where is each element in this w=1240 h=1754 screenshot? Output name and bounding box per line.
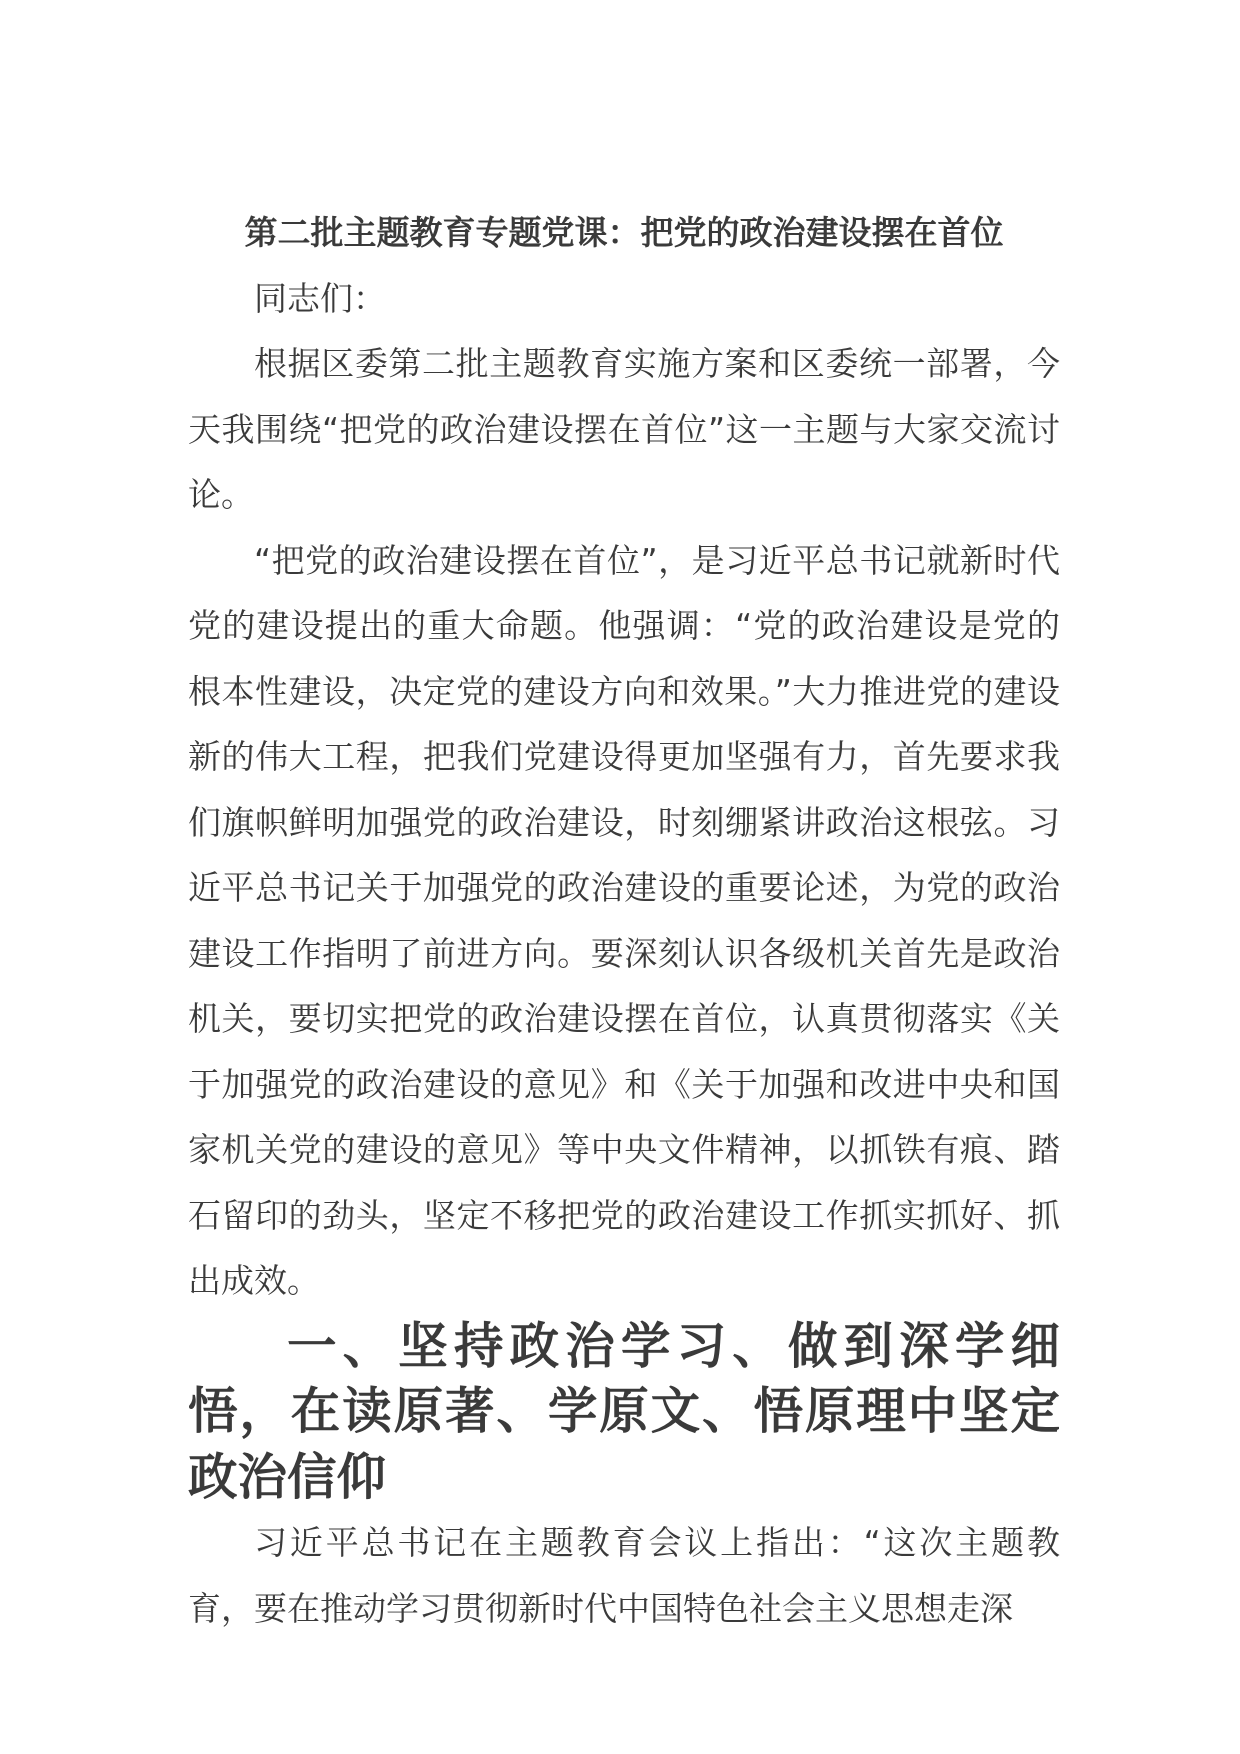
document-title: 第二批主题教育专题党课：把党的政治建设摆在首位	[244, 213, 1004, 252]
document-page	[188, 200, 1060, 1641]
section-heading-1: 一、坚持政治学习、做到深学细悟，在读原著、学原文、悟原理中坚定政治信仰	[188, 1316, 1060, 1506]
paragraph-political-building: “把党的政治建设摆在首位”，是习近平总书记就新时代党的建设提出的重大命题。他强调：“党的政治建设是党的根本性建设，决定党的建设方向和效果。”大力推进党的建设新的伟大工程，把我们党建设得更加坚强有力，首先要求我们旗帜鲜明加强党的政治建设，时刻绷紧讲政治这根弦。习近平总书记关于加强党的政治建设的重要论述，为党的政治建设工作指明了前进方向。要深刻认识各级机关首先是政治机关，要切实把党的政治建设摆在首位，认真贯彻落实《关于加强党的政治建设的意见》和《关于加强和改进中央和国家机关党的建设的意见》等中央文件精神，以抓铁有痕、踏石留印的劲头，坚定不移把党的政治建设工作抓实抓好、抓出成效。	[188, 540, 1060, 1300]
salutation: 同志们：	[254, 278, 386, 318]
paragraph-intro: 根据区委第二批主题教育实施方案和区委统一部署，今天我围绕“把党的政治建设摆在首位”这一主题与大家交流讨论。	[188, 344, 1060, 514]
paragraph-section-1: 习近平总书记在主题教育会议上指出：“这次主题教育，要在推动学习贯彻新时代中国特色社会主义思想走深	[188, 1523, 1060, 1628]
